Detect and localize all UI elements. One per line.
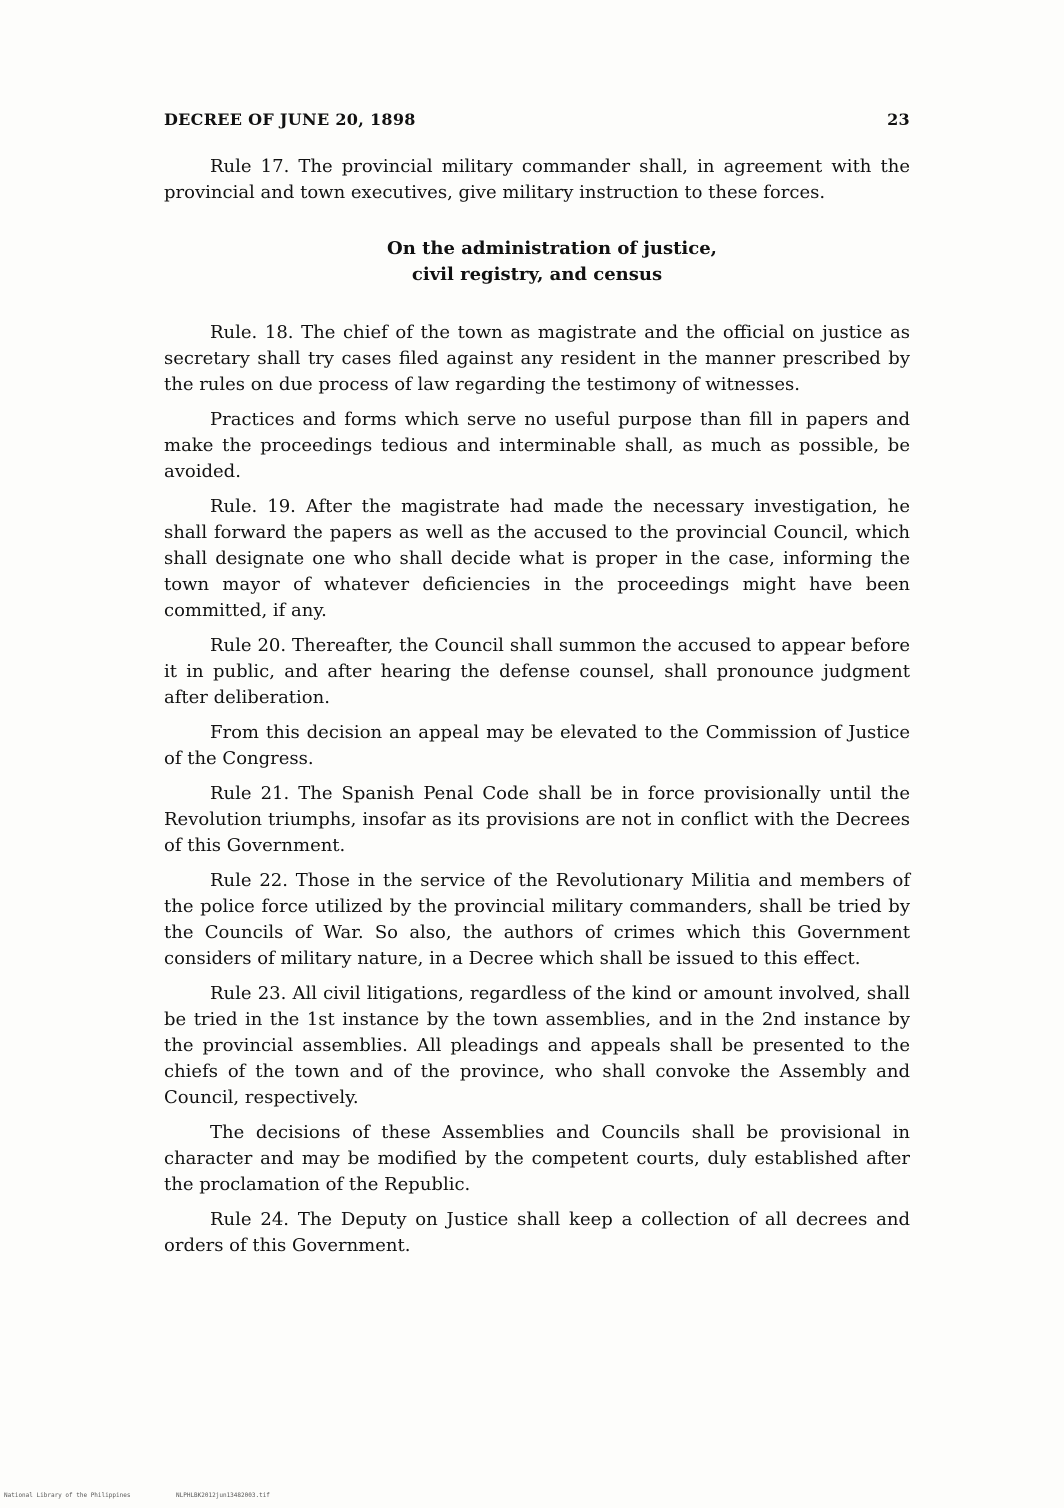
section-heading-line-1: On the administration of justice, bbox=[387, 238, 717, 259]
running-head bbox=[164, 110, 910, 136]
paragraph-rule-18: Rule. 18. The chief of the town as magistrate and the official on justice as secretary shall try cases filed against any resident in the manner prescribed by the rules on due process of law regarding the testimony of witnesses. bbox=[164, 322, 910, 395]
footer-file-name: NLPHLBK2012jun13482003.tif bbox=[176, 1492, 270, 1499]
paragraph-rule-21: Rule 21. The Spanish Penal Code shall be in force provisionally until the Revolution triumphs, insofar as its provisions are not in conflict with the Decrees of this Government. bbox=[164, 783, 910, 856]
paragraph-decisions: The decisions of these Assemblies and Councils shall be provisional in character and may be modified by the competent courts, duly established after the proclamation of the Republic. bbox=[164, 1122, 910, 1195]
page-number: 23 bbox=[887, 110, 910, 129]
paragraph-rule-23: Rule 23. All civil litigations, regardless of the kind or amount involved, shall be tried in the 1st instance by the town assemblies, and in the 2nd instance by the provincial assemblies. All pleadings and appeals shall be presented to the chiefs of the town and of the province, who shall convoke the Assembly and Council, respectively. bbox=[164, 983, 910, 1108]
paragraph-rule-24: Rule 24. The Deputy on Justice shall keep a collection of all decrees and orders of this Government. bbox=[164, 1209, 910, 1256]
footer-library: National Library of the Philippines bbox=[4, 1492, 131, 1499]
section-heading-line-2: civil registry, and census bbox=[411, 264, 663, 285]
paragraph-rule-22: Rule 22. Those in the service of the Revolutionary Militia and members of the police force utilized by the provincial military commanders, shall be tried by the Councils of War. So also, the authors of crimes which this Government considers of military nature, in a Decree which shall be issued to this effect. bbox=[164, 870, 910, 969]
document-body bbox=[164, 154, 910, 1268]
section-heading bbox=[164, 236, 910, 288]
paragraph-rule-20: Rule 20. Thereafter, the Council shall summon the accused to appear before it in public, and after hearing the defense counsel, shall pronounce judgment after deliberation. bbox=[164, 635, 910, 708]
paragraph-rule-17: Rule 17. The provincial military commander shall, in agreement with the provincial and town executives, give military instruction to these forces. bbox=[164, 156, 910, 203]
scan-footer bbox=[0, 1492, 1064, 1504]
running-head-title: DECREE OF JUNE 20, 1898 bbox=[164, 110, 416, 129]
paragraph-practices: Practices and forms which serve no useful purpose than fill in papers and make the proceedings tedious and interminable shall, as much as possible, be avoided. bbox=[164, 409, 910, 482]
paragraph-rule-19: Rule. 19. After the magistrate had made the necessary investigation, he shall forward the papers as well as the accused to the provincial Council, which shall designate one who shall decide what is proper in the case, informing the town mayor of whatever deficiencies in the proceedings might have been committed, if any. bbox=[164, 496, 910, 621]
paragraph-appeal: From this decision an appeal may be elevated to the Commission of Justice of the Congress. bbox=[164, 722, 910, 769]
